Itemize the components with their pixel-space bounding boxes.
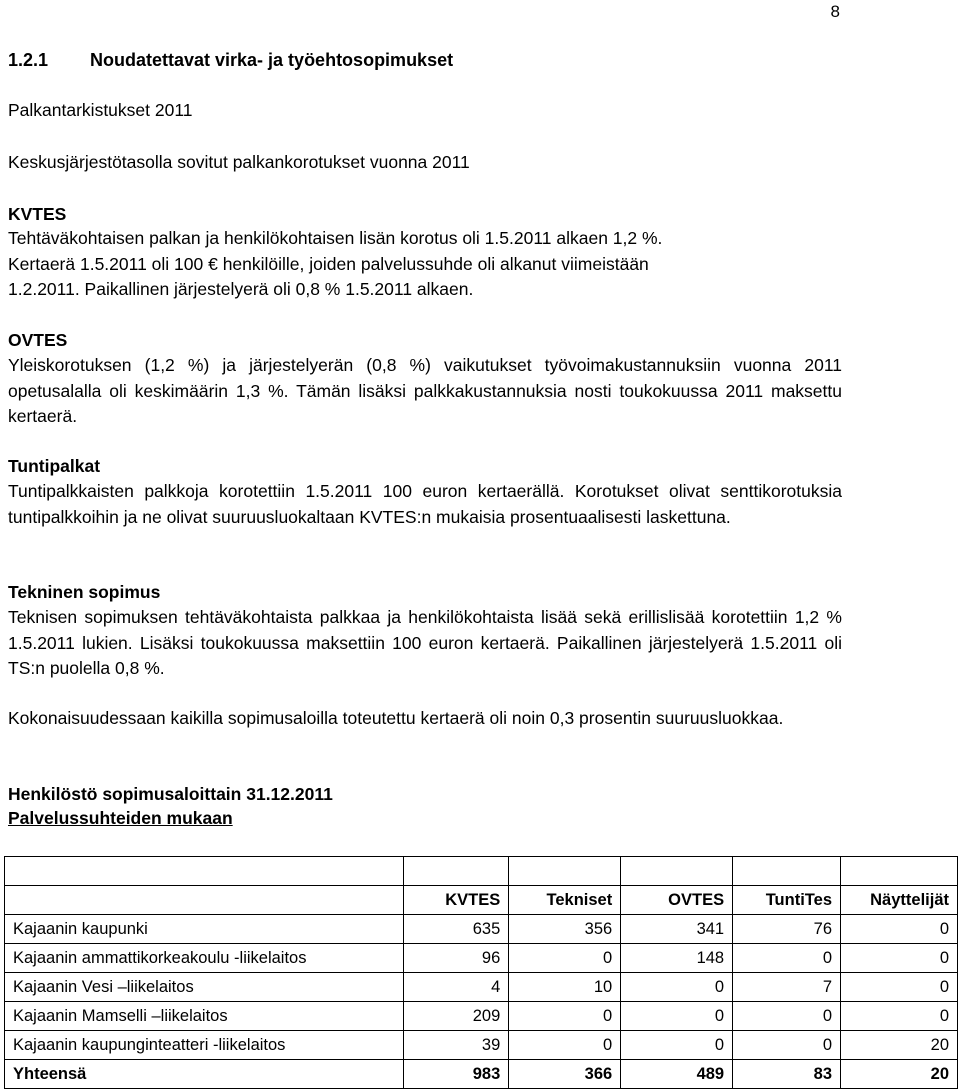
- staff-table: [4, 856, 958, 1089]
- row-label: Kajaanin Vesi –liikelaitos: [5, 973, 404, 1002]
- tekninen-text: Teknisen sopimuksen tehtäväkohtaista palkkaa ja henkilökohtaista lisää sekä erillislisää korotettiin 1,2 % 1.5.2011 lukien. Lisäksi toukokuussa maksettiin 100 euron kertaerä. Paikallinen järjestelyerä 1.5.2011 oli TS:n puolella 0,8 %.: [8, 607, 842, 679]
- ovtes-title: OVTES: [8, 330, 68, 350]
- tekninen-section: [8, 580, 842, 682]
- staff-heading: Henkilöstö sopimusaloittain 31.12.2011: [8, 784, 333, 804]
- cell-value: 0: [841, 944, 958, 973]
- cell-value: 0: [509, 944, 621, 973]
- tuntipalkat-section: [8, 454, 842, 530]
- kvtes-line-3: 1.2.2011. Paikallinen järjestelyerä oli 0,8 % 1.5.2011 alkaen.: [8, 279, 474, 299]
- subtitle-central-agreements: Keskusjärjestötasolla sovitut palkankorotukset vuonna 2011: [8, 152, 470, 172]
- staff-subheading: Palvelussuhteiden mukaan: [8, 808, 233, 828]
- cell-value: 0: [733, 1031, 841, 1060]
- table-header-row: [5, 886, 958, 915]
- row-label: Kajaanin ammattikorkeakoulu -liikelaitos: [5, 944, 404, 973]
- summary-text: Kokonaisuudessaan kaikilla sopimusaloilla toteutettu kertaerä oli noin 0,3 prosentin suuruusluokkaa.: [8, 708, 784, 728]
- section-title: Noudatettavat virka- ja työehtosopimukset: [90, 50, 454, 70]
- total-value: 83: [733, 1060, 841, 1089]
- table-row: [5, 1002, 958, 1031]
- table-total-row: [5, 1060, 958, 1089]
- cell-value: 0: [621, 1002, 733, 1031]
- page-number: 8: [830, 2, 840, 21]
- total-value: 20: [841, 1060, 958, 1089]
- cell-value: 209: [404, 1002, 509, 1031]
- cell-value: 148: [621, 944, 733, 973]
- total-value: 366: [509, 1060, 621, 1089]
- row-label: Kajaanin kaupunginteatteri -liikelaitos: [5, 1031, 404, 1060]
- row-label: Kajaanin kaupunki: [5, 915, 404, 944]
- cell-value: 0: [841, 1002, 958, 1031]
- tuntipalkat-title: Tuntipalkat: [8, 456, 101, 476]
- header-nayttelijat: Näyttelijät: [841, 886, 958, 915]
- header-kvtes: KVTES: [404, 886, 509, 915]
- section-number: 1.2.1: [8, 50, 49, 70]
- tekninen-title: Tekninen sopimus: [8, 582, 161, 602]
- table-row: [5, 1031, 958, 1060]
- cell-value: 0: [621, 1031, 733, 1060]
- cell-value: 0: [509, 1031, 621, 1060]
- kvtes-line-1: Tehtäväkohtaisen palkan ja henkilökohtaisen lisän korotus oli 1.5.2011 alkaen 1,2 %.: [8, 228, 663, 248]
- subtitle-pay-adjustments: Palkantarkistukset 2011: [8, 100, 193, 120]
- ovtes-section: [8, 328, 842, 430]
- summary-paragraph: [8, 706, 842, 731]
- cell-value: 635: [404, 915, 509, 944]
- cell-value: 96: [404, 944, 509, 973]
- table-spacer-row: [5, 857, 958, 886]
- cell-value: 39: [404, 1031, 509, 1060]
- cell-value: 0: [841, 973, 958, 1002]
- row-label: Kajaanin Mamselli –liikelaitos: [5, 1002, 404, 1031]
- kvtes-title: KVTES: [8, 204, 67, 224]
- section-heading: [8, 50, 453, 71]
- header-empty-cell: [5, 886, 404, 915]
- cell-value: 7: [733, 973, 841, 1002]
- cell-value: 10: [509, 973, 621, 1002]
- header-tuntites: TuntiTes: [733, 886, 841, 915]
- total-label: Yhteensä: [5, 1060, 404, 1089]
- cell-value: 0: [841, 915, 958, 944]
- table-row: [5, 915, 958, 944]
- cell-value: 0: [509, 1002, 621, 1031]
- cell-value: 0: [621, 973, 733, 1002]
- cell-value: 76: [733, 915, 841, 944]
- tuntipalkat-text: Tuntipalkkaisten palkkoja korotettiin 1.5.2011 100 euron kertaerällä. Korotukset olivat senttikorotuksia tuntipalkkoihin ja ne olivat suuruusluokaltaan KVTES:n mukaisia prosentuaalisesti laskettuna.: [8, 481, 842, 527]
- cell-value: 0: [733, 1002, 841, 1031]
- total-value: 983: [404, 1060, 509, 1089]
- cell-value: 0: [733, 944, 841, 973]
- table-row: [5, 973, 958, 1002]
- cell-value: 4: [404, 973, 509, 1002]
- kvtes-line-2: Kertaerä 1.5.2011 oli 100 € henkilöille, joiden palvelussuhde oli alkanut viimeistään: [8, 254, 649, 274]
- ovtes-text: Yleiskorotuksen (1,2 %) ja järjestelyerän (0,8 %) vaikutukset työvoimakustannuksiin vuonna 2011 opetusalalla oli keskimäärin 1,3 %. Tämän lisäksi palkkakustannuksia nosti toukokuussa 2011 maksettu kertaerä.: [8, 355, 842, 427]
- total-value: 489: [621, 1060, 733, 1089]
- cell-value: 356: [509, 915, 621, 944]
- header-ovtes: OVTES: [621, 886, 733, 915]
- table-row: [5, 944, 958, 973]
- header-tekniset: Tekniset: [509, 886, 621, 915]
- cell-value: 341: [621, 915, 733, 944]
- cell-value: 20: [841, 1031, 958, 1060]
